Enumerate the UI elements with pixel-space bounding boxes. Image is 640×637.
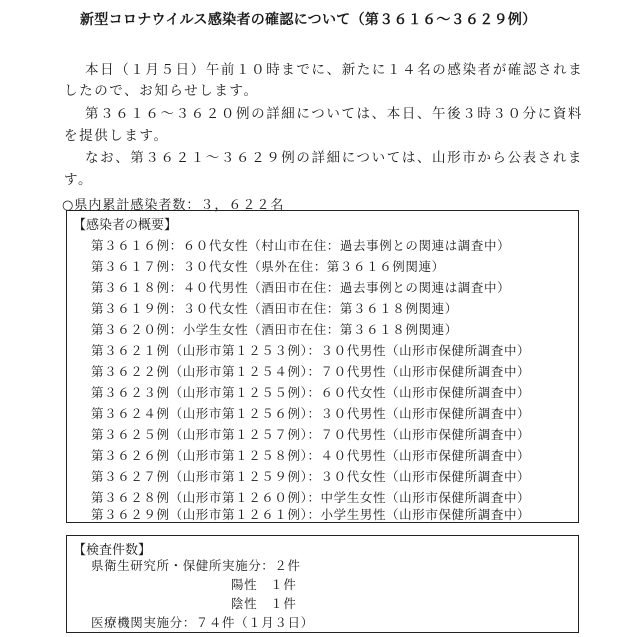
case-line: 第３６１９例：３０代女性（酒田市在住：第３６１８例関連） [91,301,458,316]
intro-line-1: 本日（１月５日）午前１０時までに、新たに１４名の感染者が確認されま [85,62,584,78]
kensa-positive: 陽性 １件 [231,577,297,592]
kensa-medical: 医療機関実施分：７４件（１月３日） [91,615,314,630]
case-line: 第３６２２例（山形市第１２５４例）：７０代男性（山形市保健所調査中） [91,364,531,379]
case-line: 第３６２７例（山形市第１２５９例）：３０代女性（山形市保健所調査中） [91,469,531,484]
case-line: 第３６２４例（山形市第１２５６例）：３０代男性（山形市保健所調査中） [91,406,531,421]
case-line: 第３６２９例（山形市第１２６１例）：小学生男性（山形市保健所調査中） [91,507,531,522]
case-line: 第３６２６例（山形市第１２５８例）：４０代男性（山形市保健所調査中） [91,448,531,463]
intro-line-6: す。 [64,172,94,188]
case-line: 第３６１７例：３０代女性（県外在住：第３６１６例関連） [91,259,445,274]
kensa-prefectural: 県衛生研究所・保健所実施分：２件 [91,558,301,573]
intro-line-5: なお、第３６２１～３６２９例の詳細については、山形市から公表されま [85,150,584,166]
case-line: 第３６２０例：小学生女性（酒田市在住：第３６１８例関連） [91,322,458,337]
case-line: 第３６２１例（山形市第１２５３例）：３０代男性（山形市保健所調査中） [91,343,531,358]
intro-line-4: を提供します。 [64,128,169,144]
cases-box [66,210,579,523]
kensa-heading: 【検査件数】 [73,543,152,558]
case-line: 第３６２３例（山形市第１２５５例）：６０代女性（山形市保健所調査中） [91,385,531,400]
case-line: 第３６２５例（山形市第１２５７例）：７０代男性（山形市保健所調査中） [91,427,531,442]
total-cases: ○県内累計感染者数：３，６２２名 [62,198,285,213]
intro-line-2: したので、お知らせします。 [64,83,259,99]
intro-line-3: 第３６１６～３６２０例の詳細については、本日、午後３時３０分に資料 [85,106,584,122]
page-title: 新型コロナウイルス感染者の確認について（第３６１６～３６２９例） [80,12,537,28]
cases-heading: 【感染者の概要】 [73,218,178,233]
case-line: 第３６１６例：６０代女性（村山市在住：過去事例との関連は調査中） [91,238,511,253]
case-line: 第３６２８例（山形市第１２６０例）：中学生女性（山形市保健所調査中） [91,490,531,505]
kensa-negative: 陰性 １件 [231,596,297,611]
kensa-box [66,535,579,633]
case-line: 第３６１８例：４０代男性（酒田市在住：過去事例との関連は調査中） [91,280,511,295]
